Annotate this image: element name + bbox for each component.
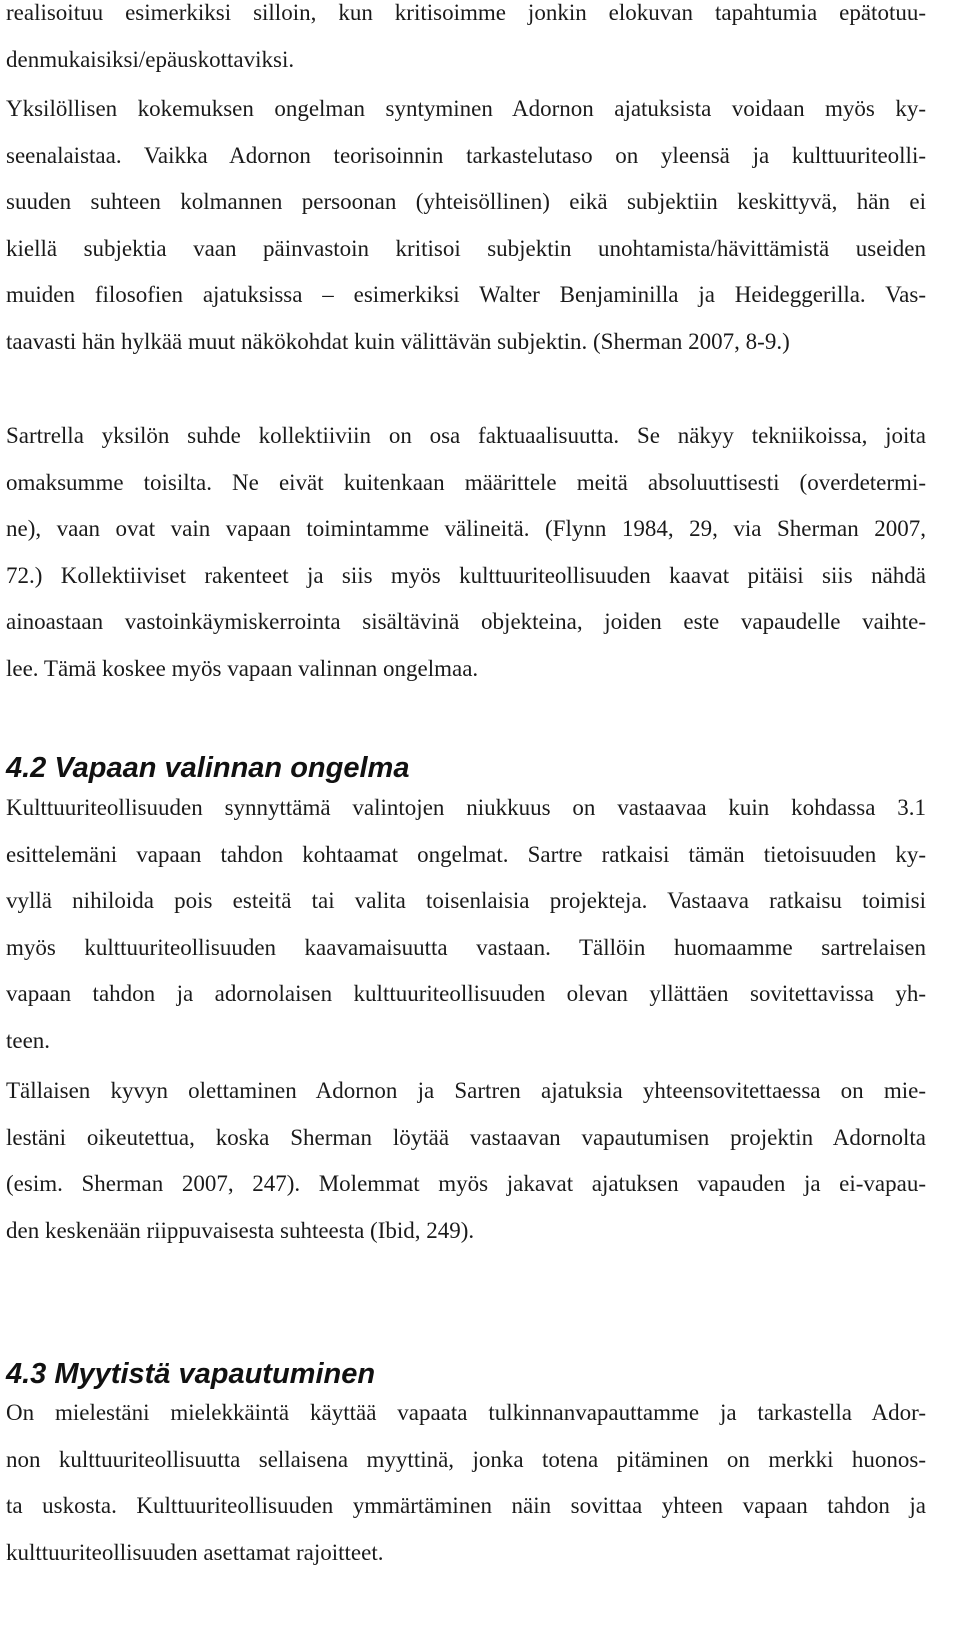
text-line: seenalaistaa. Vaikka Adornon teorisoinnin tarkastelutaso on yleensä ja kulttuuriteolli- xyxy=(6,142,926,168)
text-line: lee. Tämä koskee myös vapaan valinnan ongelmaa. xyxy=(6,655,479,681)
text-line: vapaan tahdon ja adornolaisen kulttuuriteollisuuden olevan yllättäen sovitettavissa yh- xyxy=(6,981,926,1007)
text-line: teen. xyxy=(6,1027,51,1053)
text-line: On mielestäni mielekkäintä käyttää vapaata tulkinnanvapauttamme ja tarkastella Ador- xyxy=(6,1400,926,1425)
text-line: lestäni oikeutettua, koska Sherman löytää vastaavan vapautumisen projektin Adornolta xyxy=(6,1124,926,1150)
text-line: 72.) Kollektiiviset rakenteet ja siis myös kulttuuriteollisuuden kaavat pitäisi siis nähdä xyxy=(6,562,926,588)
text-line: esittelemäni vapaan tahdon kohtaamat ongelmat. Sartre ratkaisi tämän tietoisuuden ky- xyxy=(6,841,926,867)
text-line: ainoastaan vastoinkäymiskerrointa sisältävinä objekteina, joiden este vapaudelle vaihte- xyxy=(6,609,926,635)
text-line: myös kulttuuriteollisuuden kaavamaisuutta vastaan. Tällöin huomaamme sartrelaisen xyxy=(6,934,926,960)
paragraph-6 xyxy=(6,1390,926,1576)
section-heading-4-3: 4.3 Myytistä vapautuminen xyxy=(6,1358,376,1390)
paragraph-4 xyxy=(6,785,926,1065)
paragraph-1 xyxy=(6,0,926,83)
text-line: kulttuuriteollisuuden asettamat rajoitteet. xyxy=(6,1539,384,1565)
paragraph-3 xyxy=(6,413,926,693)
section-heading-4-2: 4.2 Vapaan valinnan ongelma xyxy=(6,752,410,784)
paragraph-5 xyxy=(6,1068,926,1254)
text-line: non kulttuuriteollisuutta sellaisena myyttinä, jonka totena pitäminen on merkki huonos- xyxy=(6,1446,926,1472)
text-line: Yksilöllisen kokemuksen ongelman syntyminen Adornon ajatuksista voidaan myös ky- xyxy=(6,96,926,121)
text-line: ta uskosta. Kulttuuriteollisuuden ymmärtäminen näin sovittaa yhteen vapaan tahdon ja xyxy=(6,1493,926,1519)
text-line: (esim. Sherman 2007, 247). Molemmat myös jakavat ajatuksen vapauden ja ei-vapau- xyxy=(6,1171,926,1197)
text-line: vyllä nihiloida pois esteitä tai valita toisenlaisia projekteja. Vastaava ratkaisu toimisi xyxy=(6,888,926,914)
text-line: kiellä subjektia vaan päinvastoin kritisoi subjektin unohtamista/hävittämistä useiden xyxy=(6,235,926,261)
text-line: Kulttuuriteollisuuden synnyttämä valintojen niukkuus on vastaavaa kuin kohdassa 3.1 xyxy=(6,795,926,820)
text-line: Sartrella yksilön suhde kollektiiviin on osa faktuaalisuutta. Se näkyy tekniikoissa, joita xyxy=(6,423,926,448)
text-line: Tällaisen kyvyn olettaminen Adornon ja Sartren ajatuksia yhteensovitettaessa on mie- xyxy=(6,1078,926,1103)
text-line: muiden filosofien ajatuksissa – esimerkiksi Walter Benjaminilla ja Heideggerilla. Vas- xyxy=(6,282,926,308)
text-line: ne), vaan ovat vain vapaan toimintamme välineitä. (Flynn 1984, 29, via Sherman 2007, xyxy=(6,516,926,542)
text-line: den keskenään riippuvaisesta suhteesta (Ibid, 249). xyxy=(6,1217,475,1243)
text-line: suuden suhteen kolmannen persoonan (yhteisöllinen) eikä subjektiin keskittyvä, hän ei xyxy=(6,189,926,215)
text-line: denmukaisiksi/epäuskottaviksi. xyxy=(6,46,295,72)
text-line: realisoituu esimerkiksi silloin, kun kritisoimme jonkin elokuvan tapahtumia epätotuu- xyxy=(6,0,926,25)
text-line: taavasti hän hylkää muut näkökohdat kuin välittävän subjektin. (Sherman 2007, 8-9.) xyxy=(6,328,790,354)
text-line: omaksumme toisilta. Ne eivät kuitenkaan määrittele meitä absoluuttisesti (overdetermi- xyxy=(6,469,926,495)
paragraph-2 xyxy=(6,86,926,366)
